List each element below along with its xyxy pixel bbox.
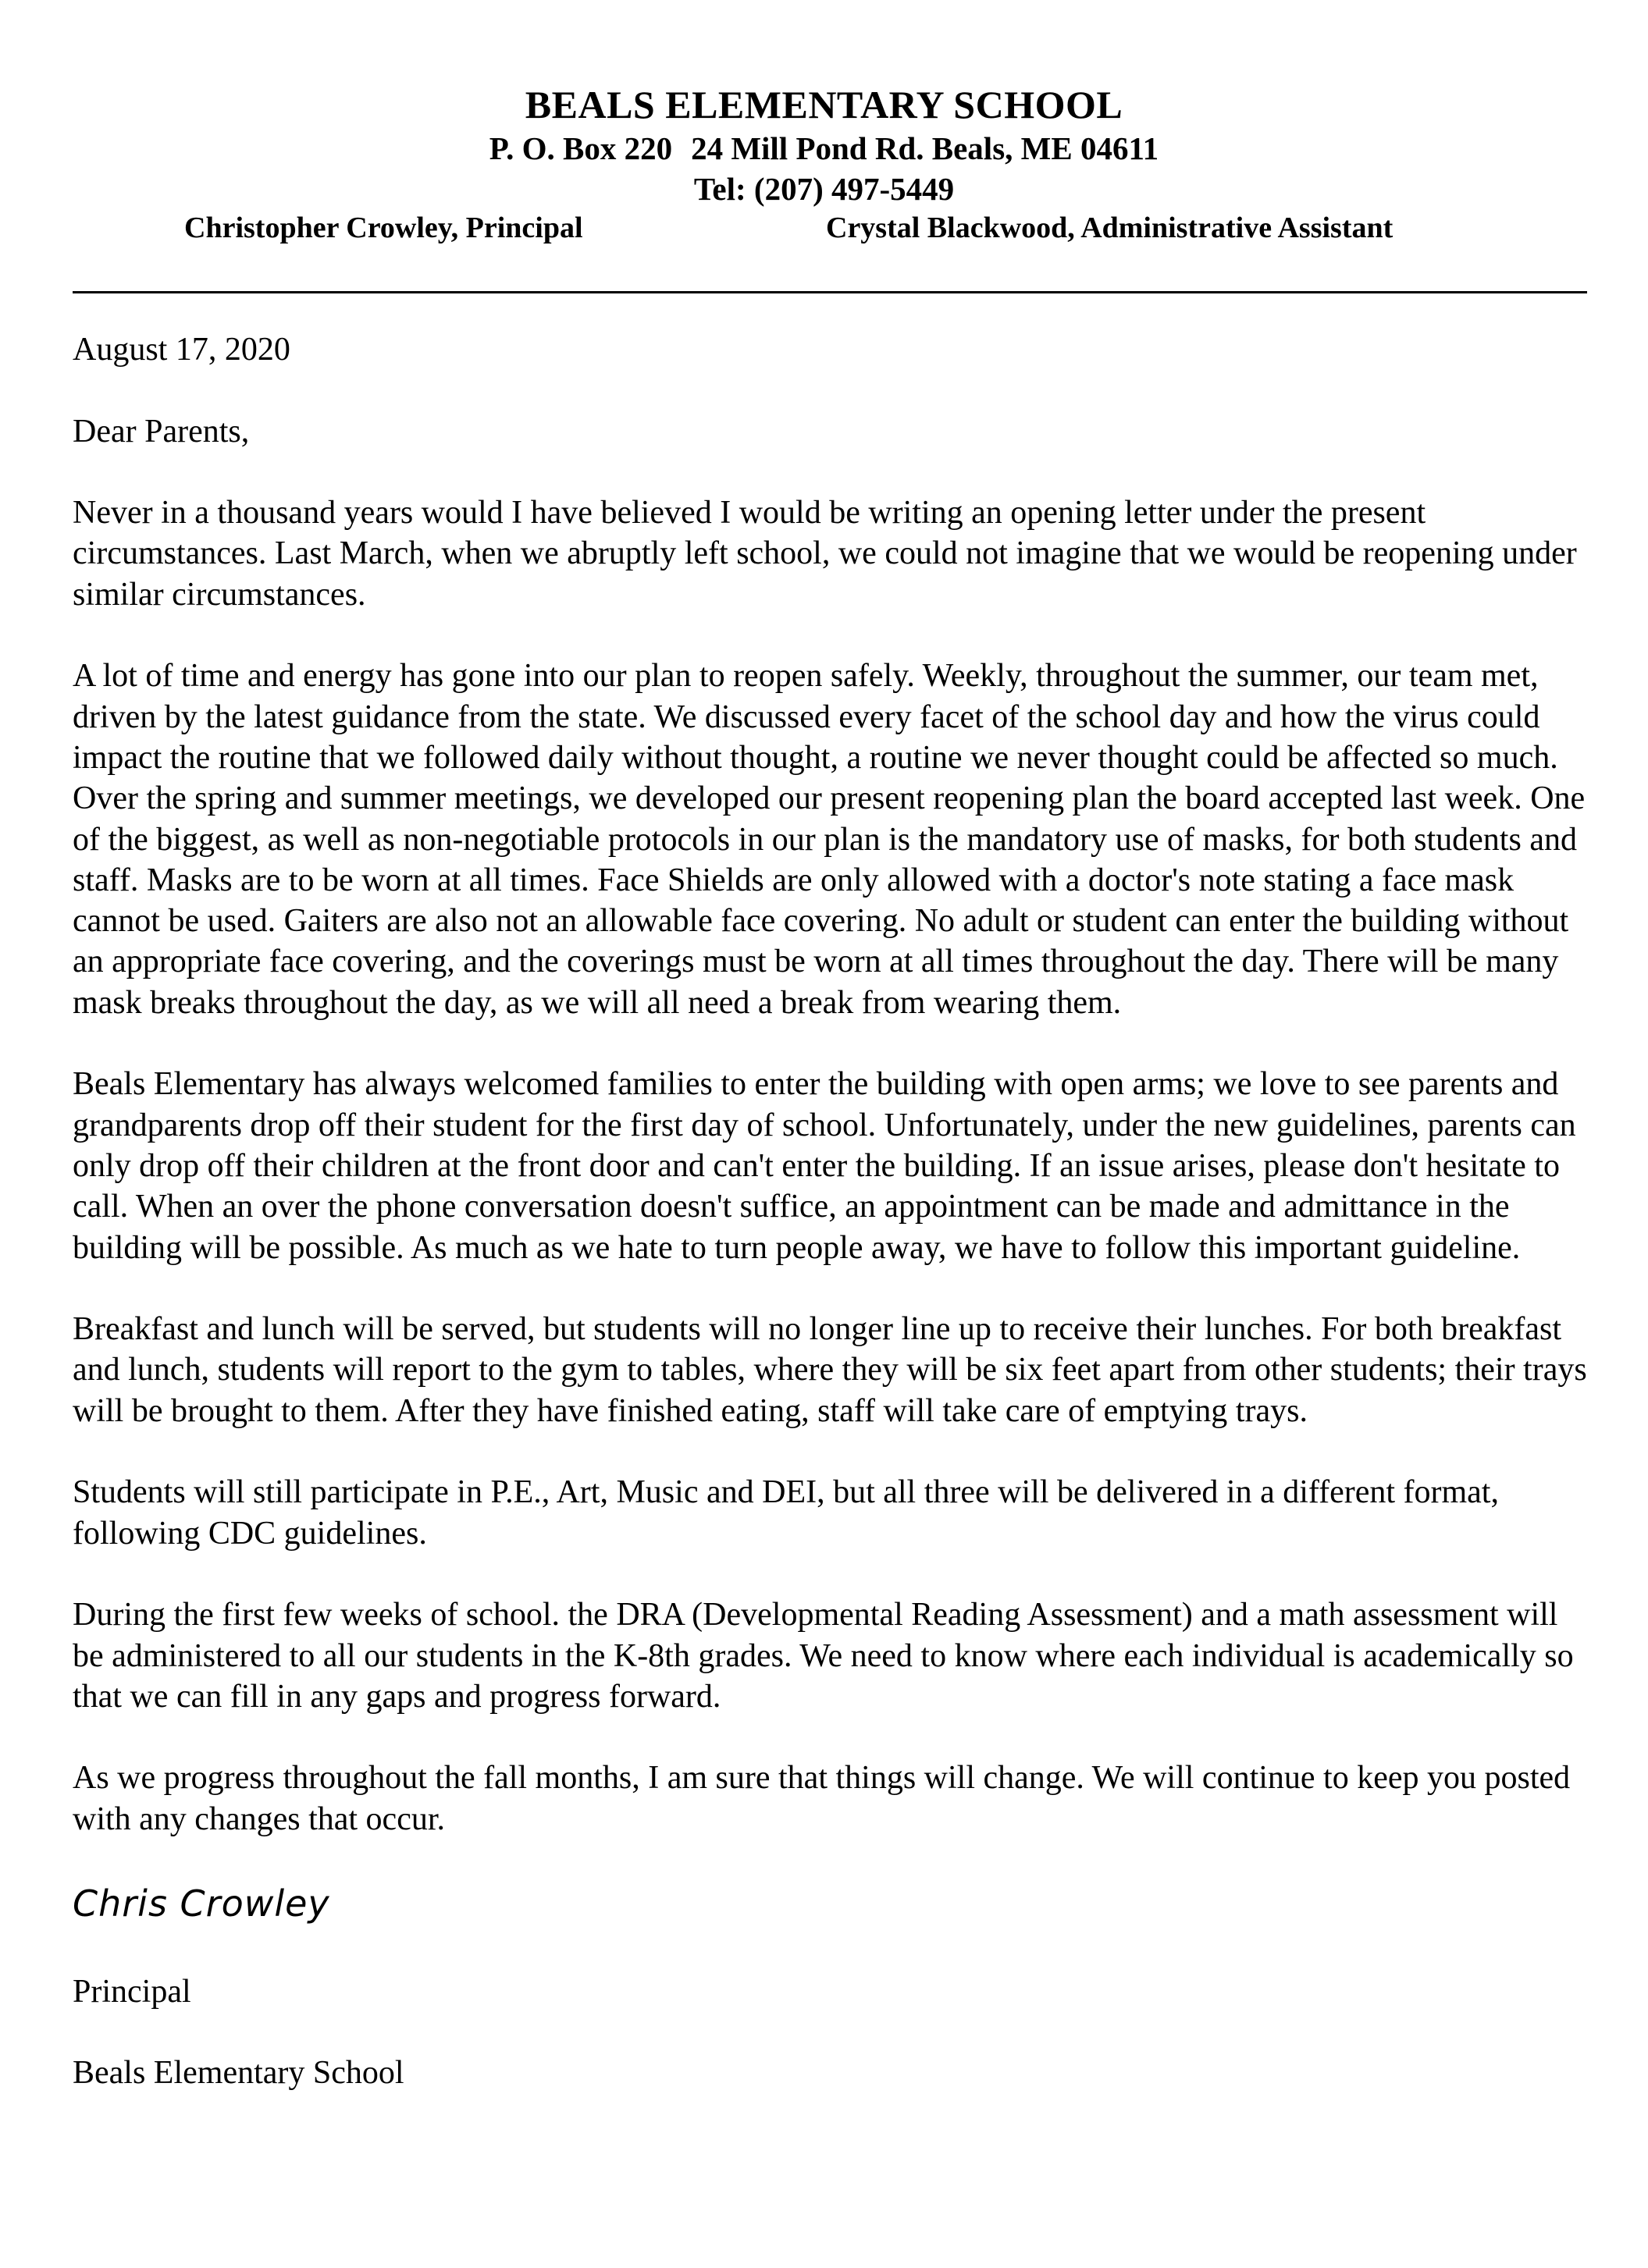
letter-salutation: Dear Parents, bbox=[73, 413, 250, 450]
paragraph: As we progress throughout the fall months, I am sure that things will change. We will continue to keep you posted with any changes that occur. bbox=[73, 1760, 1571, 1837]
assistant-name: Crystal Blackwood, Administrative Assistant bbox=[826, 212, 1394, 244]
letterhead bbox=[0, 81, 1648, 209]
paragraph: A lot of time and energy has gone into our plan to reopen safely. Weekly, throughout the summer, our team met, driven by the latest guidance from the state. We discussed every facet of the school day and how the virus could impact the routine that we followed daily without thought, a routine we never thought could be affected so much. Over the spring and summer meetings, we developed our present reopening plan the board accepted last week. One of the biggest, as well as non-negotiable protocols in our plan is the mandatory use of masks, for both students and staff. Masks are to be worn at all times. Face Shields are only allowed with a doctor's note stating a face mask cannot be used. Gaiters are also not an allowable face covering. No adult or student can enter the building without an appropriate face covering, and the coverings must be worn at all times throughout the day. There will be many mask breaks throughout the day, as we will all need a break from wearing them. bbox=[73, 658, 1586, 1021]
signer-school: Beals Elementary School bbox=[73, 2055, 404, 2092]
paragraph: Students will still participate in P.E., Art, Music and DEI, but all three will be delivered in a different format, following CDC guidelines. bbox=[73, 1474, 1499, 1552]
letter-date: August 17, 2020 bbox=[73, 332, 290, 368]
po-box: P. O. Box 220 bbox=[489, 130, 673, 166]
address-line bbox=[0, 128, 1648, 169]
paragraph: Beals Elementary has always welcomed families to enter the building with open arms; we love to see parents and grandparents drop off their student for the first day of school. Unfortunately, under the new guidelines, parents can only drop off their children at the front door and can't enter the building. If an issue arises, please don't hesitate to call. When an over the phone conversation doesn't suffice, an appointment can be made and admittance in the building will be possible. As much as we hate to turn people away, we have to follow this important guideline. bbox=[73, 1066, 1576, 1266]
phone-number: Tel: (207) 497-5449 bbox=[693, 171, 955, 207]
signer-title: Principal bbox=[73, 1973, 191, 2010]
paragraph: Breakfast and lunch will be served, but students will no longer line up to receive their lunches. For both breakfast and lunch, students will report to the gym to tables, where they will be six feet apart from other students; their trays will be brought to them. After they have finished eating, staff will take care of emptying trays. bbox=[73, 1311, 1587, 1429]
paragraph: Never in a thousand years would I have believed I would be writing an opening letter under the present circumstances. Last March, when we abruptly left school, we could not imagine that we would be reopening under similar circumstances. bbox=[73, 495, 1577, 613]
letter-body bbox=[73, 329, 1591, 2135]
paragraph: During the first few weeks of school. the DRA (Developmental Reading Assessment) and a math assessment will be administered to all our students in the K-8th grades. We need to know where each individual is academically so that we can fill in any gaps and progress forward. bbox=[73, 1597, 1574, 1715]
principal-name: Christopher Crowley, Principal bbox=[184, 212, 583, 244]
letterhead-divider bbox=[73, 291, 1587, 293]
signature: Chris Crowley bbox=[73, 1882, 330, 1925]
school-name: BEALS ELEMENTARY SCHOOL bbox=[525, 83, 1123, 126]
street-address: 24 Mill Pond Rd. Beals, ME 04611 bbox=[691, 130, 1159, 166]
